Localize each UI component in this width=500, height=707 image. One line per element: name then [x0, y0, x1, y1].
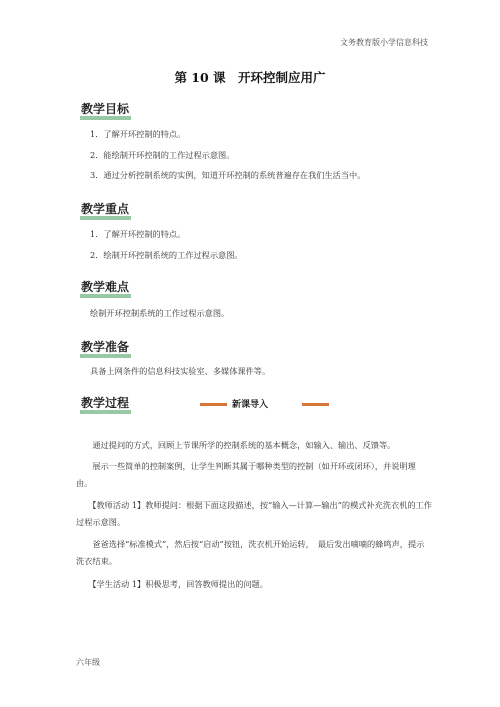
grade-label: 六年级	[76, 658, 100, 667]
objectives-heading: 教学目标	[80, 100, 131, 118]
objective-item: 3．通过分析控制系统的实例，知道开环控制的系统普遍存在我们生活当中。	[90, 170, 366, 180]
heading-underline	[80, 116, 131, 120]
objective-item: 1．了解开环控制的特点。	[90, 129, 186, 139]
heading-underline	[80, 294, 131, 298]
key-points-heading: 教学重点	[80, 200, 131, 218]
subsection-title: 新课导入	[231, 400, 268, 410]
objective-item: 2．能绘制开环控制的工作过程示意图。	[90, 150, 235, 160]
key-point-item: 2．绘制开环控制系统的工作过程示意图。	[90, 250, 243, 260]
lesson-title: 第 10 课 开环控制应用广	[174, 70, 326, 85]
process-paragraph: 爸爸选择“标准模式”，然后按“启动”按钮，洗衣机开始运转， 最后发出嘀嘀的蜂鸣声，提示洗衣结束。	[76, 539, 425, 566]
heading-underline	[80, 354, 131, 358]
difficulties-heading: 教学难点	[80, 278, 131, 296]
decorative-dash-right	[302, 403, 329, 406]
edition-label: 文务教育版小学信息科技	[340, 38, 428, 47]
preparation-text: 具备上网条件的信息科技实验室、多媒体课件等。	[90, 366, 271, 376]
subsection-header	[0, 397, 500, 411]
process-paragraph: 展示一些简单的控制案例，让学生判断其属于哪种类型的控制（如开环或闭环），并说明理由。	[76, 461, 416, 488]
heading-underline	[80, 216, 131, 220]
key-point-item: 1．了解开环控制的特点。	[90, 229, 186, 239]
difficulties-text: 绘制开环控制系统的工作过程示意图。	[90, 308, 230, 318]
process-heading: 教学过程	[80, 394, 131, 412]
process-paragraph: 通过提问的方式，回顾上节课所学的控制系统的基本概念，如输入、输出、反馈等。	[76, 440, 396, 450]
process-paragraph: 【教师活动 1】教师提问：根据下面这段描述，按“输入—计算—输出”的模式补充洗衣机的工作过程示意图。	[76, 500, 432, 527]
preparation-heading: 教学准备	[80, 338, 131, 356]
process-paragraph: 【学生活动 1】积极思考，回答教师提出的问题。	[76, 579, 269, 589]
